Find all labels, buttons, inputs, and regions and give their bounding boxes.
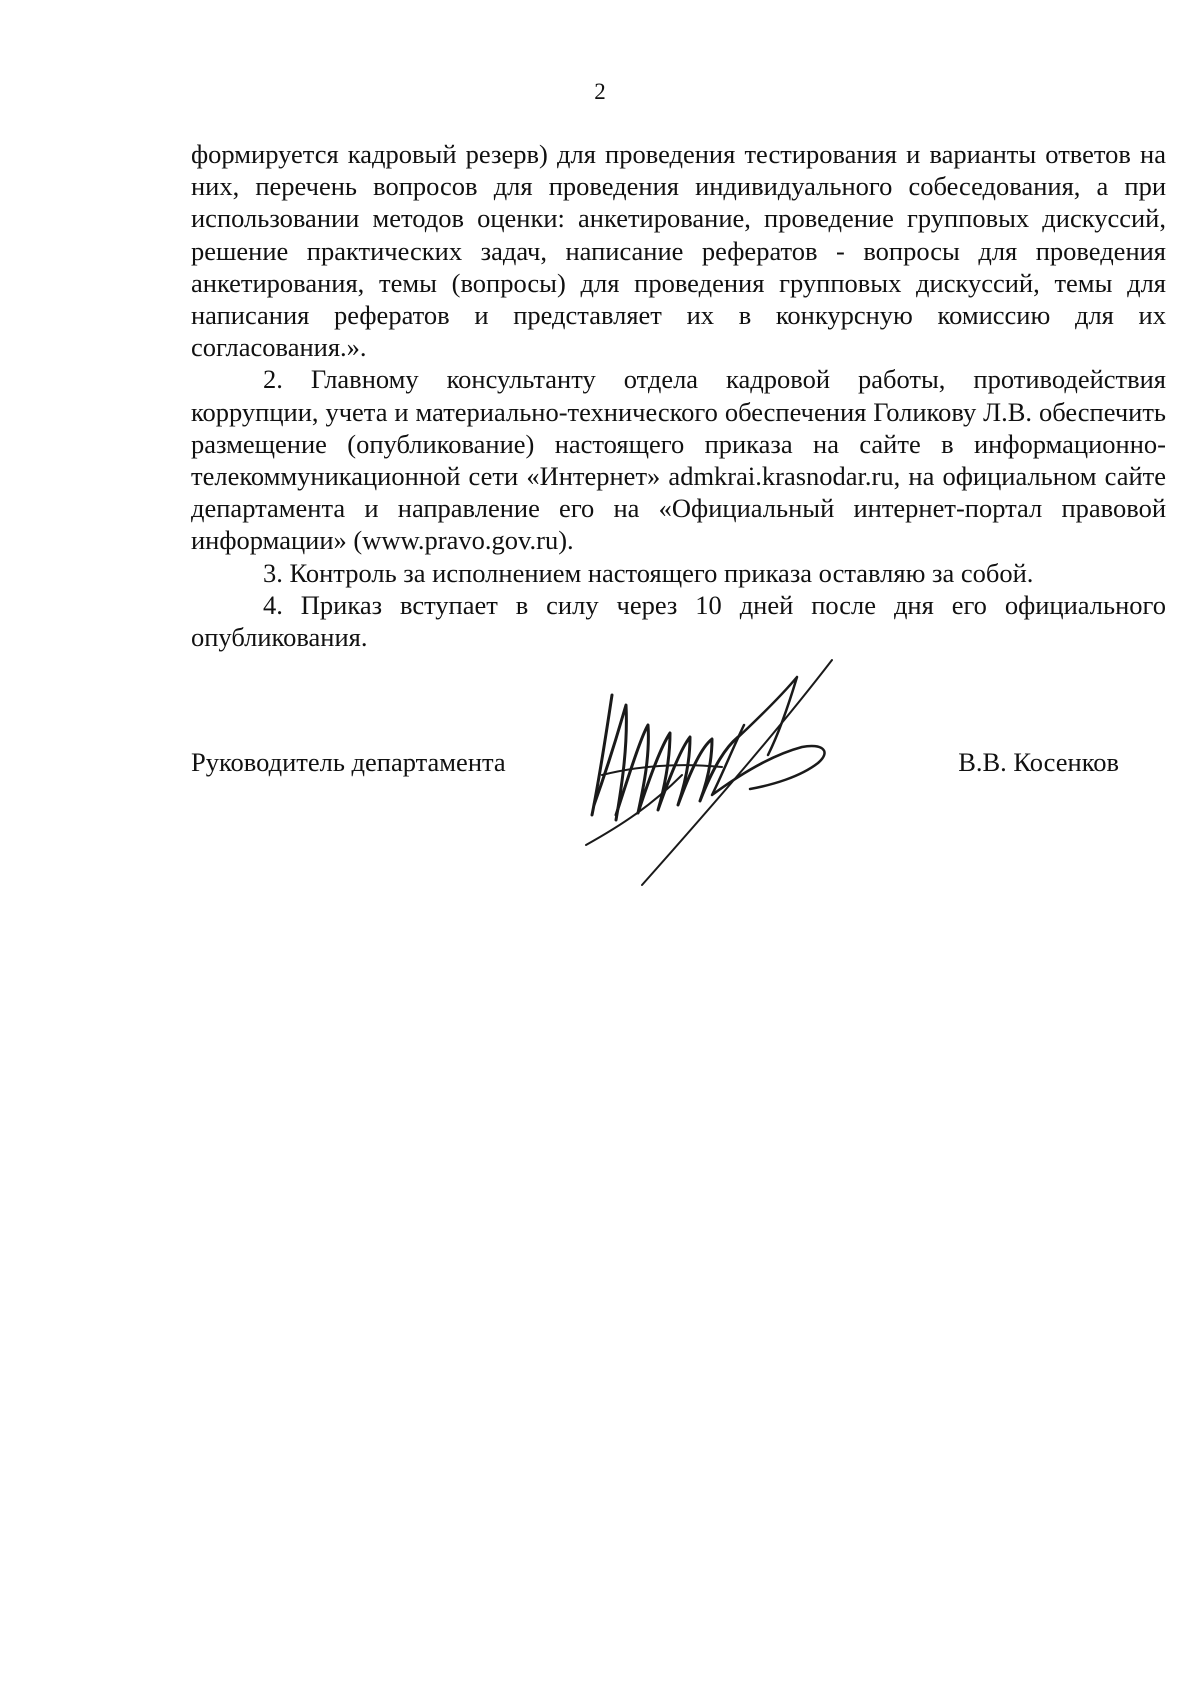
- signer-name: В.В. Косенков: [958, 747, 1119, 777]
- paragraph-item-3: 3. Контроль за исполнением настоящего приказа оставляю за собой.: [263, 557, 1034, 588]
- paragraph-continuation: формируется кадровый резерв) для проведения тестирования и варианты ответов на них, перечень вопросов для проведения индивидуального собеседования, а при использовании методов оценки: анкетирование, проведение групповых дискуссий, решение практических задач, написание рефератов - вопросы для проведения анкетирования, темы (вопросы) для проведения групповых дискуссий, темы для написания рефератов и представляет их в конкурсную комиссию для их согласования.».: [191, 139, 1166, 363]
- paragraph-item-4: 4. Приказ вступает в силу через 10 дней после дня его официального опубликования.: [191, 589, 1166, 653]
- handwritten-signature: [582, 655, 872, 905]
- paragraph-item-2: 2. Главному консультанту отдела кадровой работы, противодействия коррупции, учета и материально-технического обеспечения Голикову Л.В. обеспечить размещение (опубликование) настоящего приказа на сайте в информационно-телекоммуникационной сети «Интернет» admkrai.krasnodar.ru, на официальном сайте департамента и направление его на «Официальный интернет-портал правовой информации» (www.pravo.gov.ru).: [191, 364, 1166, 556]
- page-number: 2: [594, 79, 606, 104]
- document-body: [191, 138, 1166, 653]
- signer-title: Руководитель департамента: [191, 747, 506, 777]
